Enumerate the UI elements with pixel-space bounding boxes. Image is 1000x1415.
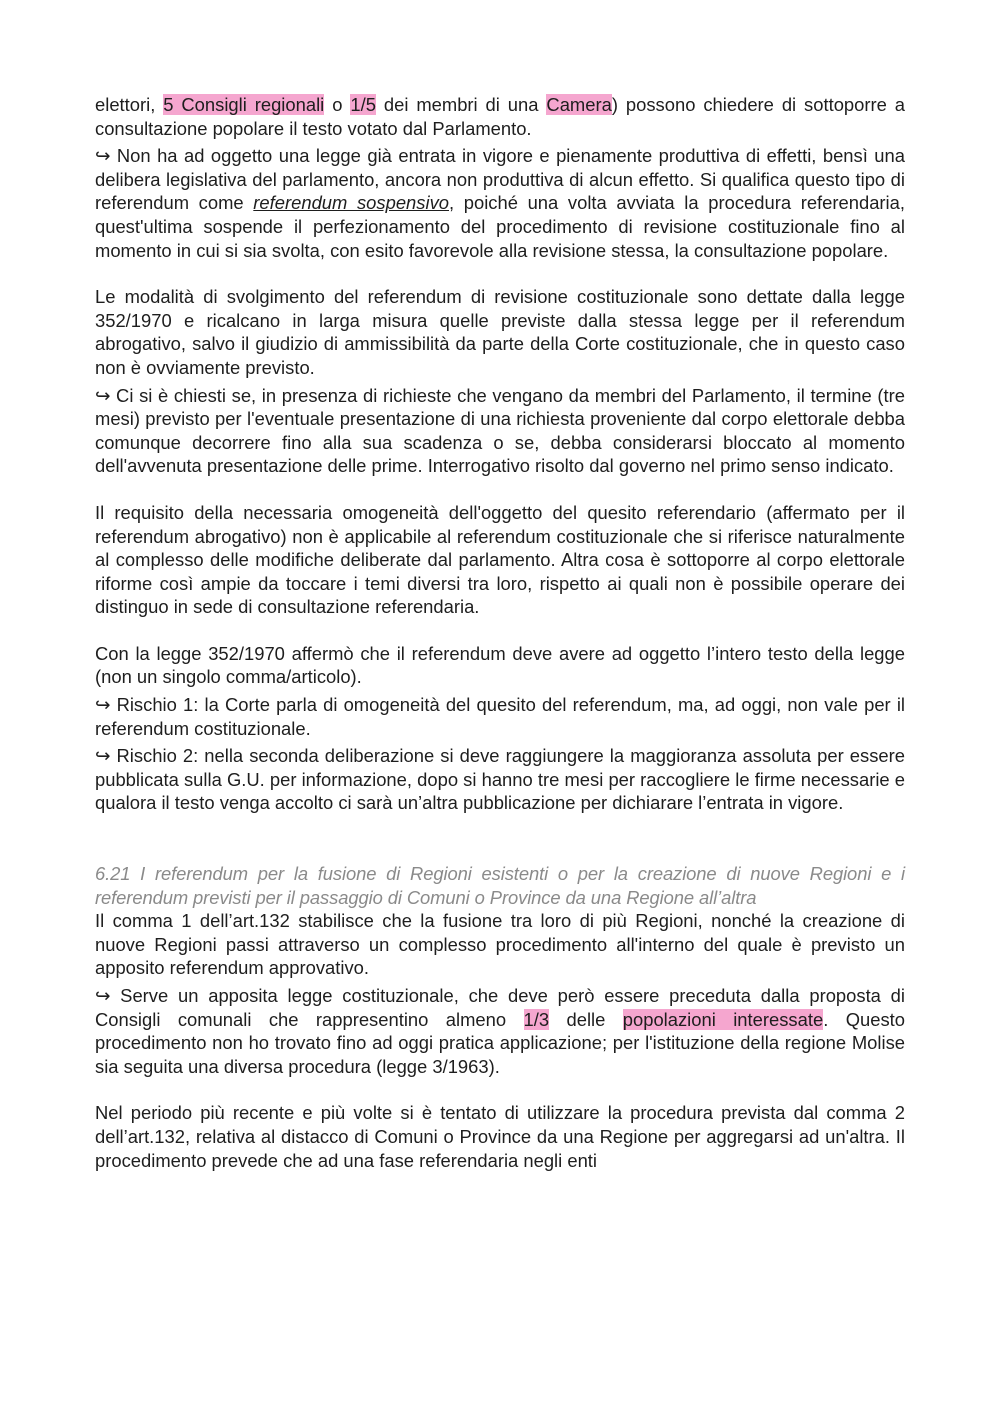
text-run: elettori, xyxy=(95,94,164,115)
highlight: Camera xyxy=(546,94,612,115)
paragraph: Nel periodo più recente e più volte si è tentato di utilizzare la procedura prevista dal comma 2 dell’art.132, relativa al distacco di Comuni o Province da una Regione per aggregarsi ad un'altra. Il procedimento prevede che ad una fase referendaria negli enti xyxy=(95,1102,905,1171)
emphasis: referendum sospensivo xyxy=(253,192,449,214)
paragraph xyxy=(95,984,905,1078)
section-heading: 6.21 I referendum per la fusione di Regioni esistenti o per la creazione di nuove Regioni e i referendum previsti per il passaggio di Comuni o Province da una Regione all’altra xyxy=(95,863,905,908)
text-run: Ci si è chiesti se, in presenza di richieste che vengano da membri del Parlamento, il termine (tre mesi) previsto per l'eventuale presentazione di una richiesta proveniente dal corpo elettorale debba comunque decorrere fino alla sua scadenza o se, debba considerarsi bloccato al momento dell'avvenuta presentazione delle prime. Interrogativo risolto dal governo nel primo senso indicato. xyxy=(95,384,905,477)
paragraph xyxy=(95,693,905,740)
paragraph xyxy=(95,384,905,478)
return-arrow-icon: ↪ xyxy=(95,145,111,167)
text-run: Rischio 2: nella seconda deliberazione si deve raggiungere la maggioranza assoluta per essere pubblicata sulla G.U. per informazione, dopo si hanno tre mesi per raccogliere le firme necessarie e qualora il testo venga accolto ci sarà un’altra pubblicazione per dichiarare l’entrata in vigore. xyxy=(95,745,905,814)
return-arrow-icon: ↪ xyxy=(95,694,111,716)
text-run: , poiché una volta avviata la procedura referendaria, quest'ultima sospende il perfezionamento del procedimento di revisione costituzionale fino al momento in cui si sia svolta, con esito favorevole alla revisione stessa, la consultazione popolare. xyxy=(95,192,905,261)
text-run: Serve un apposita legge costituzionale, che deve però essere preceduta dalla proposta di Consigli comunali che rappresentino almeno xyxy=(95,985,905,1030)
paragraph: Con la legge 352/1970 affermò che il referendum deve avere ad oggetto l’intero testo della legge (non un singolo comma/articolo). xyxy=(95,642,905,688)
paragraph: Le modalità di svolgimento del referendum di revisione costituzionale sono dettate dalla legge 352/1970 e ricalcano in larga misura quelle previste dalla stessa legge per il referendum abrogativo, salvo il giudizio di ammissibilità da parte della Corte costituzionale, che in questo caso non è ovviamente previsto. xyxy=(95,286,905,378)
text-run: dei membri di una xyxy=(375,94,547,115)
text-run: delle xyxy=(549,1008,623,1030)
paragraph xyxy=(95,744,905,815)
paragraph: Il requisito della necessaria omogeneità dell'oggetto del quesito referendario (affermato per il referendum abrogativo) non è applicabile al referendum costituzionale che si riferisce naturalmente al complesso delle modifiche deliberate dal parlamento. Altra cosa è sottoporre al corpo elettorale riforme così ampie da toccare i temi diversi tra loro, rispetto ai quali non è possibile operare dei distinguo in sede di consultazione referendaria. xyxy=(95,501,905,618)
return-arrow-icon: ↪ xyxy=(95,985,111,1006)
paragraph: Il comma 1 dell’art.132 stabilisce che la fusione tra loro di più Regioni, nonché la creazione di nuove Regioni passi attraverso un complesso procedimento all'interno del quale è previsto un apposito referendum approvativo. xyxy=(95,910,905,979)
highlight: popolazioni interessate xyxy=(622,1008,824,1030)
highlight: 1/3 xyxy=(523,1008,550,1030)
text-run: . Questo procedimento non ho trovato fino ad oggi pratica applicazione; per l'istituzione della regione Molise sia seguita una diversa procedura (legge 3/1963). xyxy=(95,1008,906,1077)
text-run: Rischio 1: la Corte parla di omogeneità del quesito del referendum, ma, ad oggi, non vale per il referendum costituzionale. xyxy=(95,694,905,739)
paragraph xyxy=(95,93,905,140)
text-run: Non ha ad oggetto una legge già entrata in vigore e pienamente produttiva di effetti, bensì una delibera legislativa del parlamento, ancora non produttiva di alcun effetto. Si qualifica questo tipo di referendum come xyxy=(95,145,905,214)
text-run: o xyxy=(324,94,351,115)
paragraph xyxy=(95,144,905,262)
highlight: 5 Consigli regionali xyxy=(163,94,325,115)
return-arrow-icon: ↪ xyxy=(95,745,111,767)
highlight: 1/5 xyxy=(350,94,376,115)
return-arrow-icon: ↪ xyxy=(95,384,111,406)
text-run: ) possono chiedere di sottoporre a consultazione popolare il testo votato dal Parlamento. xyxy=(95,94,906,139)
